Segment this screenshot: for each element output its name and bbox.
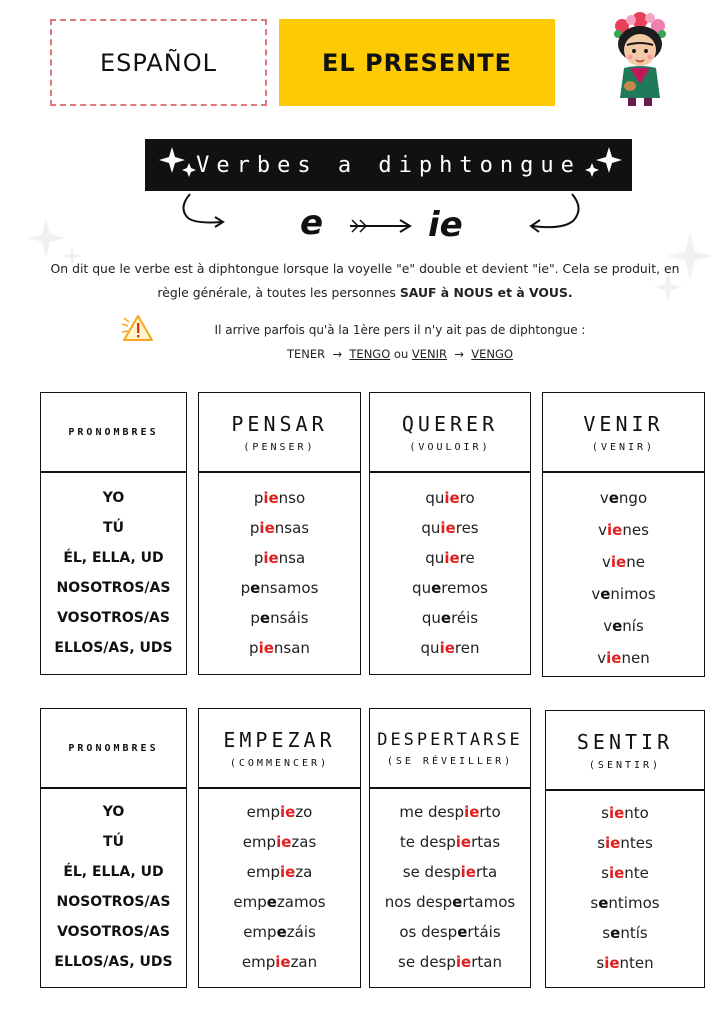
verb-infinitive: SENTIR	[576, 729, 674, 754]
stem-vowel: ie	[606, 649, 622, 667]
conjugated-form: empiezas	[242, 833, 317, 851]
stem-vowel: ie	[455, 953, 472, 971]
conjugation-list	[543, 482, 704, 674]
verb-meaning: (PENSER)	[243, 441, 316, 453]
stem-vowel: ie	[608, 804, 625, 822]
conjugated-form: sienten	[596, 954, 654, 972]
conjugated-form: sientes	[597, 834, 653, 852]
warning-sentence: Il arrive parfois qu'à la 1ère pers il n'y ait pas de diphtongue :	[214, 323, 586, 337]
stem-vowel: e	[259, 609, 271, 627]
verb-meaning: (SE RÉVEILLER)	[386, 755, 514, 767]
stem-vowel: e	[610, 924, 621, 942]
conjugated-form: vienes	[598, 521, 649, 539]
conjugation-list	[370, 797, 530, 977]
verb-conjugation	[542, 472, 705, 677]
stem-vowel: ie	[607, 521, 623, 539]
stem-vowel: e	[612, 617, 623, 635]
stem-vowel: ie	[275, 953, 291, 971]
sparkle-icon	[158, 143, 200, 187]
conjugated-form: sentimos	[590, 894, 660, 912]
verb-meaning: (COMMENCER)	[229, 757, 330, 769]
stem-vowel: e	[431, 579, 442, 597]
stem-vowel: ie	[464, 803, 480, 821]
conjugated-form: te despiertas	[399, 833, 501, 851]
conjugated-form: empieza	[246, 863, 313, 881]
vowel-ie: ie	[428, 205, 463, 245]
pronoun: YO	[102, 804, 125, 820]
intro-text: On dit que le verbe est à diphtongue lorsque la voyelle "e" double et devient "ie". Cela se produit, en	[50, 261, 680, 276]
pronouns-column	[40, 472, 187, 675]
pronouns-list	[41, 797, 186, 977]
stem-vowel: ie	[460, 863, 476, 881]
verb-infinitive: PENSAR	[231, 411, 328, 436]
stem-vowel: e	[608, 489, 619, 507]
stem-vowel: ie	[444, 549, 460, 567]
conjugated-form: piensa	[253, 549, 306, 567]
conjugated-form: os despertáis	[399, 923, 501, 941]
verb-header	[198, 392, 361, 472]
verb-header	[369, 708, 531, 788]
pronoun: NOSOTROS/AS	[56, 894, 171, 910]
verb-conjugation	[545, 790, 705, 988]
diphthong-diagram	[160, 190, 590, 250]
pronoun: ELLOS/AS, UDS	[54, 954, 173, 970]
verb-conjugation	[369, 472, 531, 675]
stem-vowel: ie	[440, 519, 456, 537]
stem-vowel: ie	[279, 803, 296, 821]
conjugation-list	[546, 798, 704, 978]
verb-header	[369, 392, 531, 472]
stem-vowel: e	[440, 609, 452, 627]
pronoun: YO	[102, 490, 125, 506]
example-infinitive: VENIR	[411, 347, 448, 361]
pronoun: TÚ	[103, 834, 124, 850]
pronoun: TÚ	[103, 520, 124, 536]
stem-vowel: ie	[276, 833, 292, 851]
arrow-icon: →	[328, 347, 346, 361]
stem-vowel: ie	[279, 863, 296, 881]
conjugated-form: empiezo	[246, 803, 313, 821]
arrow-icon: →	[450, 347, 468, 361]
verb-header	[545, 710, 705, 790]
intro-emphasis: SAUF à NOUS et à VOUS.	[399, 285, 573, 300]
conjugated-form: se despiertan	[398, 953, 502, 971]
stem-vowel: ie	[259, 519, 275, 537]
topic-text: EL PRESENTE	[321, 48, 513, 77]
conjugated-form: empezamos	[233, 893, 326, 911]
pronoun: VOSOTROS/AS	[57, 610, 170, 626]
conjugated-form: quiere	[425, 549, 475, 567]
stem-vowel: ie	[439, 639, 455, 657]
banner-title: Verbes a diphtongue	[196, 152, 581, 178]
conjugated-form: pienso	[253, 489, 306, 507]
conjugated-form: vengo	[599, 489, 648, 507]
stem-vowel: e	[452, 893, 463, 911]
stem-vowel: ie	[610, 553, 627, 571]
stem-vowel: e	[276, 923, 287, 941]
stem-vowel: e	[457, 923, 468, 941]
conjugated-form: viene	[602, 553, 645, 571]
conjugated-form: quiero	[425, 489, 475, 507]
conjugated-form: queremos	[412, 579, 488, 597]
conjugated-form: se despierta	[402, 863, 498, 881]
conjugated-form: empezáis	[243, 923, 316, 941]
stem-vowel: e	[598, 894, 609, 912]
pronouns-header	[40, 708, 187, 788]
curved-arrow-icon	[532, 194, 579, 227]
stem-vowel: e	[266, 893, 277, 911]
verb-infinitive: EMPEZAR	[223, 727, 336, 752]
verb-meaning: (SENTIR)	[588, 759, 662, 771]
conjugated-form: pensáis	[250, 609, 309, 627]
pronouns-list	[41, 483, 186, 663]
stem-vowel: ie	[605, 834, 621, 852]
conjugation-list	[199, 797, 360, 977]
topic-label	[279, 19, 555, 106]
conjugated-form: siento	[601, 804, 649, 822]
stem-vowel: ie	[263, 489, 279, 507]
verb-infinitive: DESPERTARSE	[377, 729, 523, 750]
verb-meaning: (VENIR)	[591, 441, 656, 453]
vowel-e: e	[300, 203, 324, 243]
pronouns-header-text: PRONOMBRES	[68, 426, 159, 438]
stem-vowel: e	[600, 585, 611, 603]
stem-vowel: ie	[608, 864, 625, 882]
conjugation-list	[370, 483, 530, 663]
conjugated-form: venís	[603, 617, 644, 635]
pronouns-header	[40, 392, 187, 472]
conjugated-form: quieren	[420, 639, 480, 657]
verb-infinitive: VENIR	[583, 411, 664, 436]
verb-conjugation	[198, 472, 361, 675]
stem-vowel: ie	[455, 833, 472, 851]
pronoun: VOSOTROS/AS	[57, 924, 170, 940]
intro-text: règle générale, à toutes les personnes	[157, 285, 400, 300]
sparkle-icon	[582, 143, 624, 187]
pronoun: ÉL, ELLA, UD	[63, 864, 164, 880]
verb-infinitive: QUERER	[401, 411, 499, 436]
example-infinitive: TENER	[286, 347, 326, 361]
avatar-illustration	[600, 8, 680, 108]
stem-vowel: ie	[263, 549, 279, 567]
stem-vowel: ie	[258, 639, 274, 657]
pronouns-column	[40, 788, 187, 988]
pronoun: ELLOS/AS, UDS	[54, 640, 173, 656]
stem-vowel: e	[250, 579, 261, 597]
conjugated-form: me despierto	[399, 803, 501, 821]
example-form: VENGO	[471, 347, 513, 361]
conjugation-list	[199, 483, 360, 663]
pronouns-header-text: PRONOMBRES	[68, 742, 159, 754]
conjugated-form: queréis	[421, 609, 479, 627]
stem-vowel: ie	[444, 489, 460, 507]
intro-line-1	[20, 261, 710, 276]
verb-conjugation	[198, 788, 361, 988]
conjugated-form: siente	[601, 864, 649, 882]
conjugated-form: quieres	[421, 519, 479, 537]
conjugated-form: vienen	[597, 649, 650, 667]
verb-header	[542, 392, 705, 472]
subject-label	[50, 19, 267, 106]
conjugated-form: venimos	[591, 585, 656, 603]
conjugated-form: empiezan	[241, 953, 318, 971]
example-form: TENGO	[349, 347, 391, 361]
warning-text	[120, 323, 680, 337]
example-joiner: ou	[393, 347, 409, 361]
pronoun: ÉL, ELLA, UD	[63, 550, 164, 566]
stem-vowel: ie	[604, 954, 620, 972]
verb-conjugation	[369, 788, 531, 988]
conjugated-form: nos despertamos	[384, 893, 516, 911]
conjugated-form: pensamos	[240, 579, 319, 597]
banner	[145, 139, 632, 191]
warning-examples	[120, 347, 680, 361]
conjugated-form: sentís	[602, 924, 648, 942]
conjugated-form: piensan	[249, 639, 310, 657]
intro-line-2	[20, 285, 710, 300]
conjugated-form: piensas	[249, 519, 310, 537]
verb-meaning: (VOULOIR)	[409, 441, 491, 453]
verb-header	[198, 708, 361, 788]
pronoun: NOSOTROS/AS	[56, 580, 171, 596]
subject-text: ESPAÑOL	[100, 48, 217, 77]
